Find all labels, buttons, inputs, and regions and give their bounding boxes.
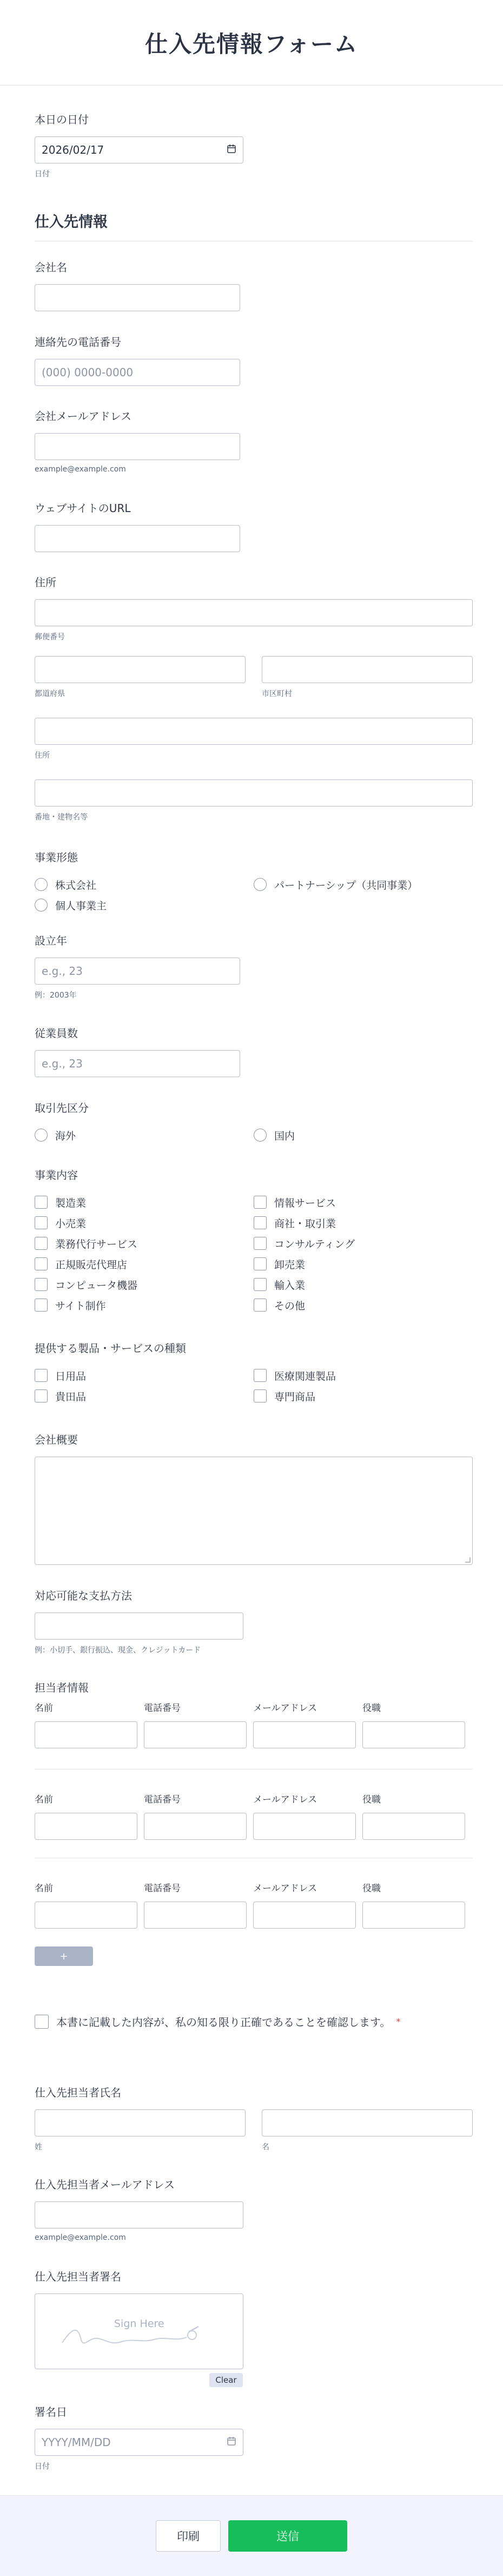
rep-first-name-input[interactable] — [262, 2109, 473, 2136]
city-sublabel: 市区町村 — [262, 690, 292, 698]
checkbox[interactable] — [254, 1257, 267, 1270]
checkbox[interactable] — [35, 1299, 48, 1312]
option-label: 貴田品 — [55, 1391, 87, 1403]
option-label: 製造業 — [55, 1197, 87, 1209]
rep-email-label: 仕入先担当者メールアドレス — [35, 2178, 175, 2191]
business-field — [35, 1166, 473, 1315]
business-option[interactable] — [254, 1212, 473, 1233]
rep-name-inputs — [35, 2109, 473, 2152]
checkbox[interactable] — [254, 1389, 267, 1402]
option-label: 専門商品 — [274, 1391, 316, 1403]
business-label: 事業内容 — [35, 1169, 78, 1182]
product-option[interactable] — [35, 1386, 254, 1406]
signature-field — [35, 2268, 473, 2385]
city-group — [262, 656, 473, 699]
checkbox[interactable] — [35, 1257, 48, 1270]
option-label: 業務代行サービス — [55, 1238, 138, 1250]
confirm-text: 本書に記載した内容が、私の知る限り正確であることを確認します。 — [56, 2016, 391, 2029]
rep-last-group — [35, 2109, 246, 2152]
contact-row — [35, 1792, 473, 1840]
option-label: コンサルティング — [274, 1238, 355, 1250]
company-input[interactable] — [35, 284, 240, 311]
founded-label: 設立年 — [35, 934, 67, 947]
address-row-4 — [35, 779, 473, 822]
checkbox[interactable] — [254, 1196, 267, 1209]
business-option[interactable] — [35, 1212, 254, 1233]
region-field — [35, 1099, 473, 1145]
business-type-option[interactable] — [35, 874, 254, 895]
product-option[interactable] — [254, 1365, 473, 1386]
postal-code-sublabel: 郵便番号 — [35, 633, 65, 641]
employees-label: 従業員数 — [35, 1027, 78, 1040]
founded-sublabel: 例：2003年 — [35, 991, 77, 1000]
sign-date-field — [35, 2403, 473, 2472]
company-email-field — [35, 408, 473, 474]
radio-circle[interactable] — [254, 878, 267, 891]
contact-name-input[interactable] — [35, 1813, 137, 1840]
contact-phone-input[interactable] — [144, 1813, 247, 1840]
sign-date-sublabel: 日付 — [35, 2462, 50, 2471]
products-field — [35, 1340, 473, 1406]
business-option[interactable] — [254, 1233, 473, 1254]
col-name: 名前 — [35, 1794, 53, 1805]
checkbox[interactable] — [254, 1278, 267, 1291]
radio-circle[interactable] — [35, 899, 48, 912]
payment-input[interactable] — [35, 1613, 243, 1640]
business-type-field — [35, 849, 473, 915]
founded-field — [35, 932, 473, 1000]
business-type-option[interactable] — [254, 874, 473, 895]
contact-name-input[interactable] — [35, 1721, 137, 1748]
submit-button[interactable]: 送信 — [228, 2520, 347, 2552]
option-label: 国内 — [274, 1130, 295, 1142]
company-email-input[interactable] — [35, 433, 240, 460]
col-title: 役職 — [362, 1883, 381, 1894]
option-label: 輸入業 — [274, 1279, 306, 1292]
prefecture-group — [35, 656, 246, 699]
add-contact-button[interactable]: + — [35, 1946, 93, 1966]
rep-email-sublabel: example@example.com — [35, 2233, 126, 2242]
rep-email-input[interactable] — [35, 2201, 243, 2228]
rep-first-group — [262, 2109, 473, 2152]
address-row-3 — [35, 718, 473, 761]
contact-title-input[interactable] — [362, 1721, 465, 1748]
calendar-icon[interactable] — [227, 143, 236, 156]
rep-last-sublabel: 姓 — [35, 2143, 42, 2152]
option-label: その他 — [274, 1300, 306, 1312]
required-mark: * — [396, 2016, 401, 2027]
section-title: 仕入先情報 — [35, 214, 108, 231]
option-label: 情報サービス — [274, 1197, 336, 1209]
col-email: メールアドレス — [253, 1794, 317, 1805]
signature-icon — [57, 2316, 208, 2354]
option-label: 正規販売代理店 — [55, 1258, 128, 1271]
checkbox[interactable] — [254, 1299, 267, 1312]
business-option[interactable] — [254, 1192, 473, 1212]
checkbox[interactable] — [35, 1196, 48, 1209]
col-name: 名前 — [35, 1883, 53, 1894]
checkbox[interactable] — [35, 1237, 48, 1250]
phone-field — [35, 333, 473, 386]
rep-name-label: 仕入先担当者氏名 — [35, 2086, 121, 2099]
region-option[interactable] — [254, 1125, 473, 1145]
overview-textarea[interactable] — [35, 1457, 473, 1565]
business-type-option[interactable] — [35, 895, 254, 915]
business-option[interactable] — [35, 1295, 254, 1315]
rep-first-sublabel: 名 — [262, 2143, 269, 2152]
radio-circle[interactable] — [35, 878, 48, 891]
option-label: 卸売業 — [274, 1258, 306, 1271]
signature-label: 仕入先担当者署名 — [35, 2270, 121, 2283]
employees-input[interactable]: e.g., 23 — [35, 1050, 240, 1077]
option-label: 小売業 — [55, 1217, 87, 1230]
contact-head — [35, 1700, 473, 1714]
building-input[interactable] — [35, 779, 473, 807]
contact-email-input[interactable] — [253, 1813, 356, 1840]
checkbox[interactable] — [35, 1216, 48, 1229]
calendar-icon[interactable] — [227, 2436, 236, 2449]
checkbox[interactable] — [254, 1369, 267, 1382]
contact-head — [35, 1880, 473, 1894]
business-type-label: 事業形態 — [35, 851, 78, 864]
postal-code-input[interactable] — [35, 599, 473, 626]
sign-date-input[interactable] — [35, 2429, 243, 2456]
products-col-right — [254, 1365, 473, 1406]
option-label: 個人事業主 — [55, 900, 107, 912]
products-label: 提供する製品・サービスの種類 — [35, 1342, 186, 1355]
payment-sublabel: 例：小切手、銀行振込、現金、クレジットカード — [35, 1646, 201, 1655]
building-sublabel: 番地・建物名等 — [35, 813, 88, 822]
contact-email-input[interactable] — [253, 1721, 356, 1748]
payment-label: 対応可能な支払方法 — [35, 1589, 132, 1602]
region-options — [35, 1125, 473, 1145]
business-option[interactable] — [254, 1254, 473, 1274]
radio-circle[interactable] — [35, 1129, 48, 1142]
form-title: 仕入先情報フォーム — [145, 30, 358, 57]
address-field — [35, 574, 473, 642]
clear-signature-button[interactable]: Clear — [209, 2373, 243, 2387]
products-col-left — [35, 1365, 254, 1406]
checkbox[interactable] — [35, 1389, 48, 1402]
contact-phone-input[interactable] — [144, 1721, 247, 1748]
resize-grip-icon[interactable] — [465, 1557, 471, 1563]
business-option[interactable] — [35, 1192, 254, 1212]
website-field — [35, 500, 473, 552]
overview-label: 会社概要 — [35, 1433, 78, 1446]
contact-phone-input[interactable] — [144, 1902, 247, 1929]
today-date-sublabel: 日付 — [35, 170, 50, 179]
col-email: メールアドレス — [253, 1703, 317, 1714]
today-date-value: 2026/02/17 — [42, 143, 104, 156]
option-label: サイト制作 — [55, 1300, 106, 1312]
phone-input[interactable]: (000) 0000-0000 — [35, 359, 240, 386]
contact-email-input[interactable] — [253, 1902, 356, 1929]
street-sublabel: 住所 — [35, 751, 50, 760]
product-option[interactable] — [254, 1386, 473, 1406]
business-option[interactable] — [254, 1295, 473, 1315]
section-heading — [35, 210, 473, 231]
business-option[interactable] — [254, 1274, 473, 1295]
checkbox[interactable] — [35, 1369, 48, 1382]
col-email: メールアドレス — [253, 1883, 317, 1894]
option-label: 株式会社 — [55, 879, 97, 892]
confirm-checkbox[interactable] — [35, 2015, 49, 2029]
add-contact-wrap — [35, 1946, 473, 1966]
company-label: 会社名 — [35, 261, 67, 274]
sign-date-label: 署名日 — [35, 2405, 67, 2418]
contact-name-input[interactable] — [35, 1902, 137, 1929]
option-label: 海外 — [55, 1130, 76, 1142]
option-label: 日用品 — [55, 1370, 87, 1382]
print-button[interactable]: 印刷 — [156, 2520, 221, 2552]
contact-row — [35, 1700, 473, 1748]
region-label: 取引先区分 — [35, 1102, 89, 1115]
overview-field — [35, 1431, 473, 1565]
prefecture-sublabel: 都道府県 — [35, 690, 65, 698]
contacts-label: 担当者情報 — [35, 1681, 89, 1694]
radio-circle[interactable] — [254, 1129, 267, 1142]
contact-row — [35, 1880, 473, 1929]
city-input[interactable] — [262, 656, 473, 683]
col-title: 役職 — [362, 1703, 381, 1714]
option-label: コンピュータ機器 — [55, 1279, 138, 1292]
business-col-right — [254, 1192, 473, 1315]
contact-title-input[interactable] — [362, 1902, 465, 1929]
form-header — [0, 0, 503, 86]
rep-last-name-input[interactable] — [35, 2109, 246, 2136]
company-field — [35, 259, 473, 311]
checkbox[interactable] — [254, 1237, 267, 1250]
products-options — [35, 1365, 473, 1406]
col-title: 役職 — [362, 1794, 381, 1805]
phone-label: 連絡先の電話番号 — [35, 336, 121, 349]
business-option[interactable] — [35, 1233, 254, 1254]
rep-email-field — [35, 2176, 473, 2242]
business-type-options — [35, 874, 473, 915]
founded-input[interactable]: e.g., 23 — [35, 958, 240, 985]
business-option[interactable] — [35, 1274, 254, 1295]
col-phone: 電話番号 — [144, 1794, 181, 1805]
contact-head — [35, 1792, 473, 1805]
employees-field — [35, 1025, 473, 1077]
contact-title-input[interactable] — [362, 1813, 465, 1840]
form-footer — [0, 2495, 503, 2576]
col-name: 名前 — [35, 1703, 53, 1714]
product-option[interactable] — [35, 1365, 254, 1386]
company-email-sublabel: example@example.com — [35, 465, 126, 474]
business-options — [35, 1192, 473, 1315]
today-date-label: 本日の日付 — [35, 113, 89, 126]
today-date-field — [35, 111, 473, 179]
option-label: 医療関連製品 — [274, 1370, 336, 1382]
address-label: 住所 — [35, 576, 56, 589]
business-option[interactable] — [35, 1254, 254, 1274]
col-phone: 電話番号 — [144, 1703, 181, 1714]
address-row-2 — [35, 656, 473, 699]
website-input[interactable] — [35, 525, 240, 552]
street-input[interactable] — [35, 718, 473, 745]
col-phone: 電話番号 — [144, 1883, 181, 1894]
rep-name-field — [35, 2084, 473, 2152]
option-label: 商社・取引業 — [274, 1217, 336, 1230]
company-email-label: 会社メールアドレス — [35, 410, 131, 423]
checkbox[interactable] — [254, 1216, 267, 1229]
option-label: パートナーシップ（共同事業） — [274, 879, 418, 892]
sign-here-hint: Sign Here — [114, 2318, 164, 2330]
contacts-field — [35, 1679, 473, 1748]
prefecture-input[interactable] — [35, 656, 246, 683]
today-date-input[interactable] — [35, 136, 243, 163]
contact-inputs — [35, 1902, 473, 1929]
contact-inputs — [35, 1721, 473, 1748]
contact-inputs — [35, 1813, 473, 1840]
checkbox[interactable] — [35, 1278, 48, 1291]
business-col-left — [35, 1192, 254, 1315]
signature-pad[interactable] — [35, 2293, 243, 2385]
confirm-field — [35, 2014, 473, 2029]
payment-field — [35, 1587, 473, 1655]
sign-date-placeholder: YYYY/MM/DD — [42, 2436, 111, 2449]
website-label: ウェブサイトのURL — [35, 502, 131, 515]
region-option[interactable] — [35, 1125, 254, 1145]
